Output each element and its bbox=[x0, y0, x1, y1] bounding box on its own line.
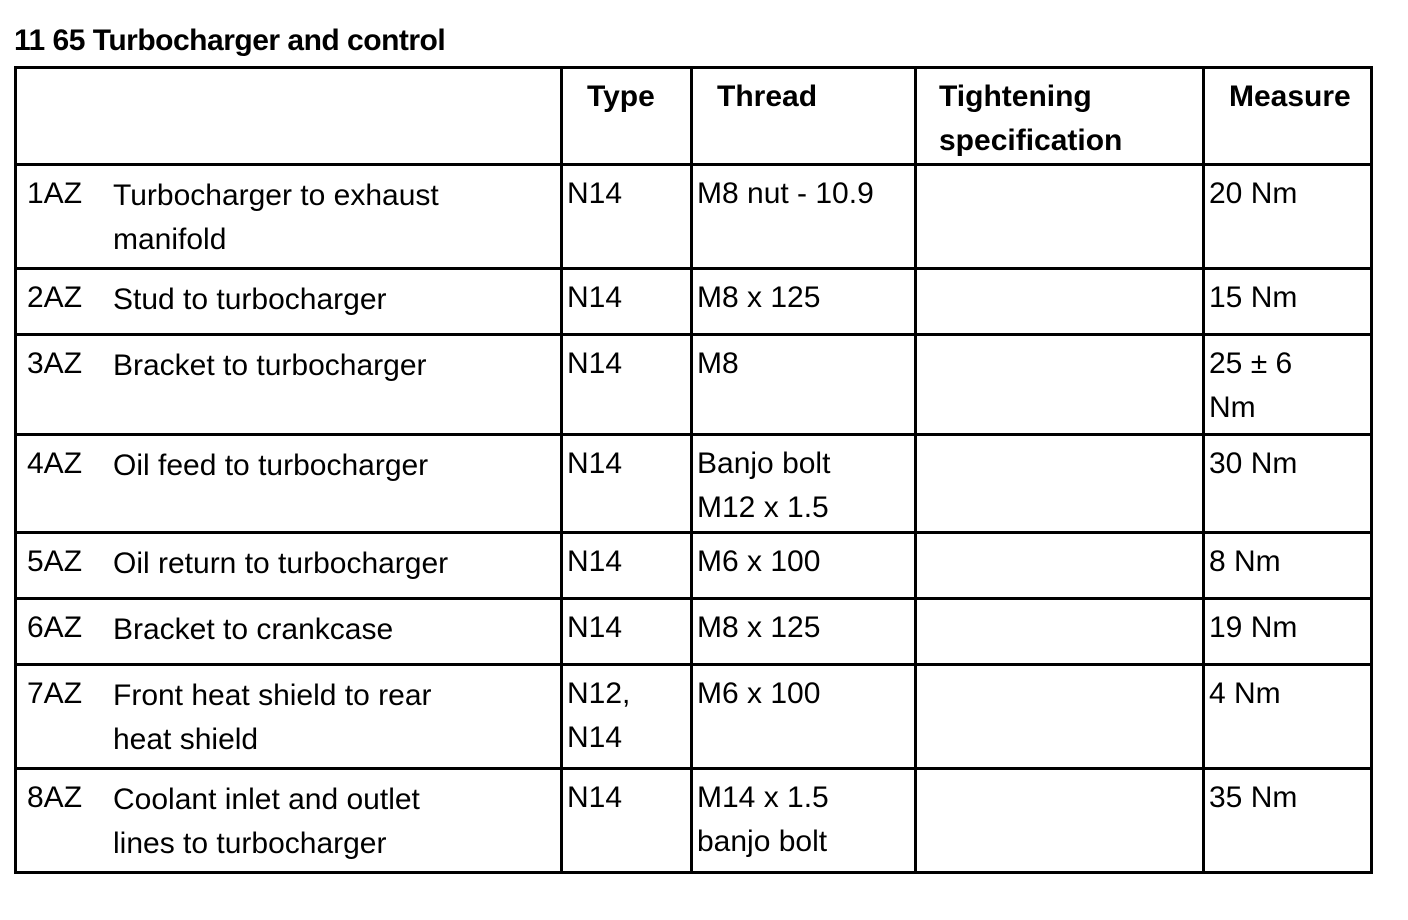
section-title: 11 65 Turbocharger and control bbox=[14, 24, 446, 57]
table-row bbox=[16, 435, 1372, 533]
row-thread-line1: M6 x 100 bbox=[697, 677, 821, 710]
row-thread-line1: M8 x 125 bbox=[697, 611, 821, 644]
row-code: 3AZ bbox=[27, 347, 83, 380]
type-cell bbox=[562, 665, 692, 769]
row-thread-line1: Banjo bolt bbox=[697, 447, 831, 480]
row-thread-line1: M14 x 1.5 bbox=[697, 781, 829, 814]
row-type-line1: N14 bbox=[567, 281, 623, 314]
row-description-line1: Coolant inlet and outlet bbox=[113, 783, 420, 816]
tightening-cell bbox=[916, 665, 1204, 769]
tightening-cell bbox=[916, 335, 1204, 435]
header-measure: Measure bbox=[1204, 68, 1372, 165]
tightening-cell bbox=[916, 435, 1204, 533]
row-type-line1: N12, bbox=[567, 677, 631, 710]
row-code: 2AZ bbox=[27, 281, 83, 314]
row-code: 7AZ bbox=[27, 677, 83, 710]
measure-cell bbox=[1204, 665, 1372, 769]
thread-cell bbox=[692, 599, 916, 665]
row-type-line1: N14 bbox=[567, 177, 623, 210]
measure-cell bbox=[1204, 769, 1372, 873]
type-cell bbox=[562, 335, 692, 435]
header-type: Type bbox=[562, 68, 692, 165]
type-cell bbox=[562, 165, 692, 269]
torque-spec-table bbox=[14, 66, 1373, 874]
type-cell bbox=[562, 599, 692, 665]
table-row bbox=[16, 533, 1372, 599]
type-cell bbox=[562, 269, 692, 335]
row-type-line1: N14 bbox=[567, 781, 623, 814]
measure-cell bbox=[1204, 533, 1372, 599]
row-measure-line1: 4 Nm bbox=[1209, 677, 1281, 710]
description-cell bbox=[16, 269, 562, 335]
row-thread-line1: M6 x 100 bbox=[697, 545, 821, 578]
description-cell bbox=[16, 769, 562, 873]
header-tightening bbox=[916, 68, 1204, 165]
row-code: 8AZ bbox=[27, 781, 83, 814]
row-measure-line1: 8 Nm bbox=[1209, 545, 1281, 578]
table-row bbox=[16, 769, 1372, 873]
header-tightening-line1: Tightening bbox=[939, 80, 1092, 113]
description-cell bbox=[16, 335, 562, 435]
description-cell bbox=[16, 435, 562, 533]
row-thread-line2: banjo bolt bbox=[697, 825, 828, 858]
header-tightening-line2: specification bbox=[939, 124, 1123, 157]
row-measure-line1: 25 ± 6 bbox=[1209, 347, 1293, 380]
row-description-line2: lines to turbocharger bbox=[113, 827, 387, 860]
table-row bbox=[16, 335, 1372, 435]
row-measure-line1: 35 Nm bbox=[1209, 781, 1298, 814]
thread-cell bbox=[692, 335, 916, 435]
type-cell bbox=[562, 533, 692, 599]
row-type-line1: N14 bbox=[567, 611, 623, 644]
thread-cell bbox=[692, 269, 916, 335]
thread-cell bbox=[692, 665, 916, 769]
tightening-cell bbox=[916, 269, 1204, 335]
row-type-line2: N14 bbox=[567, 721, 623, 754]
row-description-line1: Oil return to turbocharger bbox=[113, 547, 449, 580]
tightening-cell bbox=[916, 769, 1204, 873]
header-blank bbox=[16, 68, 562, 165]
table-row bbox=[16, 665, 1372, 769]
type-cell bbox=[562, 769, 692, 873]
row-type-line1: N14 bbox=[567, 347, 623, 380]
row-measure-line1: 30 Nm bbox=[1209, 447, 1298, 480]
header-row bbox=[16, 68, 1372, 165]
row-thread-line1: M8 x 125 bbox=[697, 281, 821, 314]
row-description-line2: manifold bbox=[113, 223, 227, 256]
table-row bbox=[16, 165, 1372, 269]
thread-cell bbox=[692, 769, 916, 873]
row-description-line1: Stud to turbocharger bbox=[113, 283, 387, 316]
measure-cell bbox=[1204, 165, 1372, 269]
row-code: 5AZ bbox=[27, 545, 83, 578]
header-thread: Thread bbox=[692, 68, 916, 165]
row-type-line1: N14 bbox=[567, 447, 623, 480]
tightening-cell bbox=[916, 533, 1204, 599]
row-measure-line1: 20 Nm bbox=[1209, 177, 1298, 210]
row-code: 4AZ bbox=[27, 447, 83, 480]
tightening-cell bbox=[916, 165, 1204, 269]
row-type-line1: N14 bbox=[567, 545, 623, 578]
tightening-cell bbox=[916, 599, 1204, 665]
row-description-line1: Bracket to turbocharger bbox=[113, 349, 427, 382]
thread-cell bbox=[692, 533, 916, 599]
thread-cell bbox=[692, 165, 916, 269]
row-thread-line2: M12 x 1.5 bbox=[697, 491, 829, 524]
row-measure-line2: Nm bbox=[1209, 391, 1256, 424]
row-thread-line1: M8 bbox=[697, 347, 739, 380]
row-measure-line1: 15 Nm bbox=[1209, 281, 1298, 314]
table-row bbox=[16, 269, 1372, 335]
measure-cell bbox=[1204, 599, 1372, 665]
row-code: 1AZ bbox=[27, 177, 83, 210]
measure-cell bbox=[1204, 435, 1372, 533]
description-cell bbox=[16, 165, 562, 269]
description-cell bbox=[16, 533, 562, 599]
row-description-line2: heat shield bbox=[113, 723, 259, 756]
row-description-line1: Front heat shield to rear bbox=[113, 679, 432, 712]
description-cell bbox=[16, 665, 562, 769]
description-cell bbox=[16, 599, 562, 665]
row-measure-line1: 19 Nm bbox=[1209, 611, 1298, 644]
thread-cell bbox=[692, 435, 916, 533]
row-description-line1: Oil feed to turbocharger bbox=[113, 449, 429, 482]
row-description-line1: Bracket to crankcase bbox=[113, 613, 394, 646]
measure-cell bbox=[1204, 335, 1372, 435]
type-cell bbox=[562, 435, 692, 533]
row-thread-line1: M8 nut - 10.9 bbox=[697, 177, 874, 210]
row-description-line1: Turbocharger to exhaust bbox=[113, 179, 439, 212]
table-row bbox=[16, 599, 1372, 665]
row-code: 6AZ bbox=[27, 611, 83, 644]
measure-cell bbox=[1204, 269, 1372, 335]
